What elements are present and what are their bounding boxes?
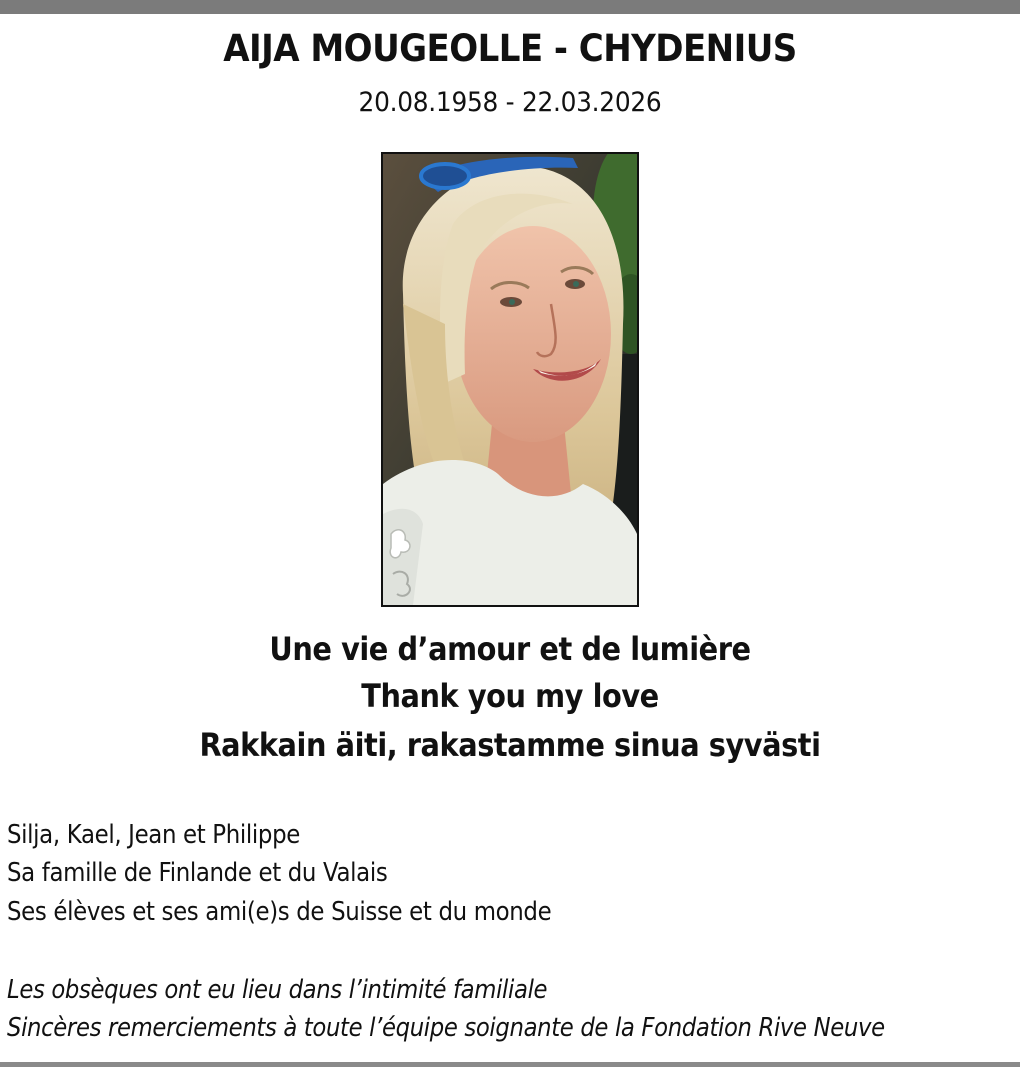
- tagline-english: Thank you my love: [361, 677, 659, 715]
- family-line: Ses élèves et ses ami(e)s de Suisse et du monde: [7, 897, 552, 927]
- family-line: Sa famille de Finlande et du Valais: [7, 858, 388, 888]
- funeral-note: Les obsèques ont eu lieu dans l’intimité familiale: [7, 975, 548, 1005]
- portrait-photo: [381, 152, 639, 607]
- tagline-french: Une vie d’amour et de lumière: [269, 630, 751, 668]
- tagline-finnish: Rakkain äiti, rakastamme sinua syvästi: [199, 726, 821, 764]
- family-line: Silja, Kael, Jean et Philippe: [7, 820, 300, 850]
- bottom-border-rule: [0, 1062, 1020, 1067]
- life-dates: 20.08.1958 - 22.03.2026: [358, 87, 662, 118]
- deceased-name: AIJA MOUGEOLLE - CHYDENIUS: [223, 27, 797, 70]
- top-border-rule: [0, 0, 1020, 14]
- thanks-note: Sincères remerciements à toute l’équipe soignante de la Fondation Rive Neuve: [7, 1013, 885, 1043]
- portrait-illustration: [383, 154, 637, 605]
